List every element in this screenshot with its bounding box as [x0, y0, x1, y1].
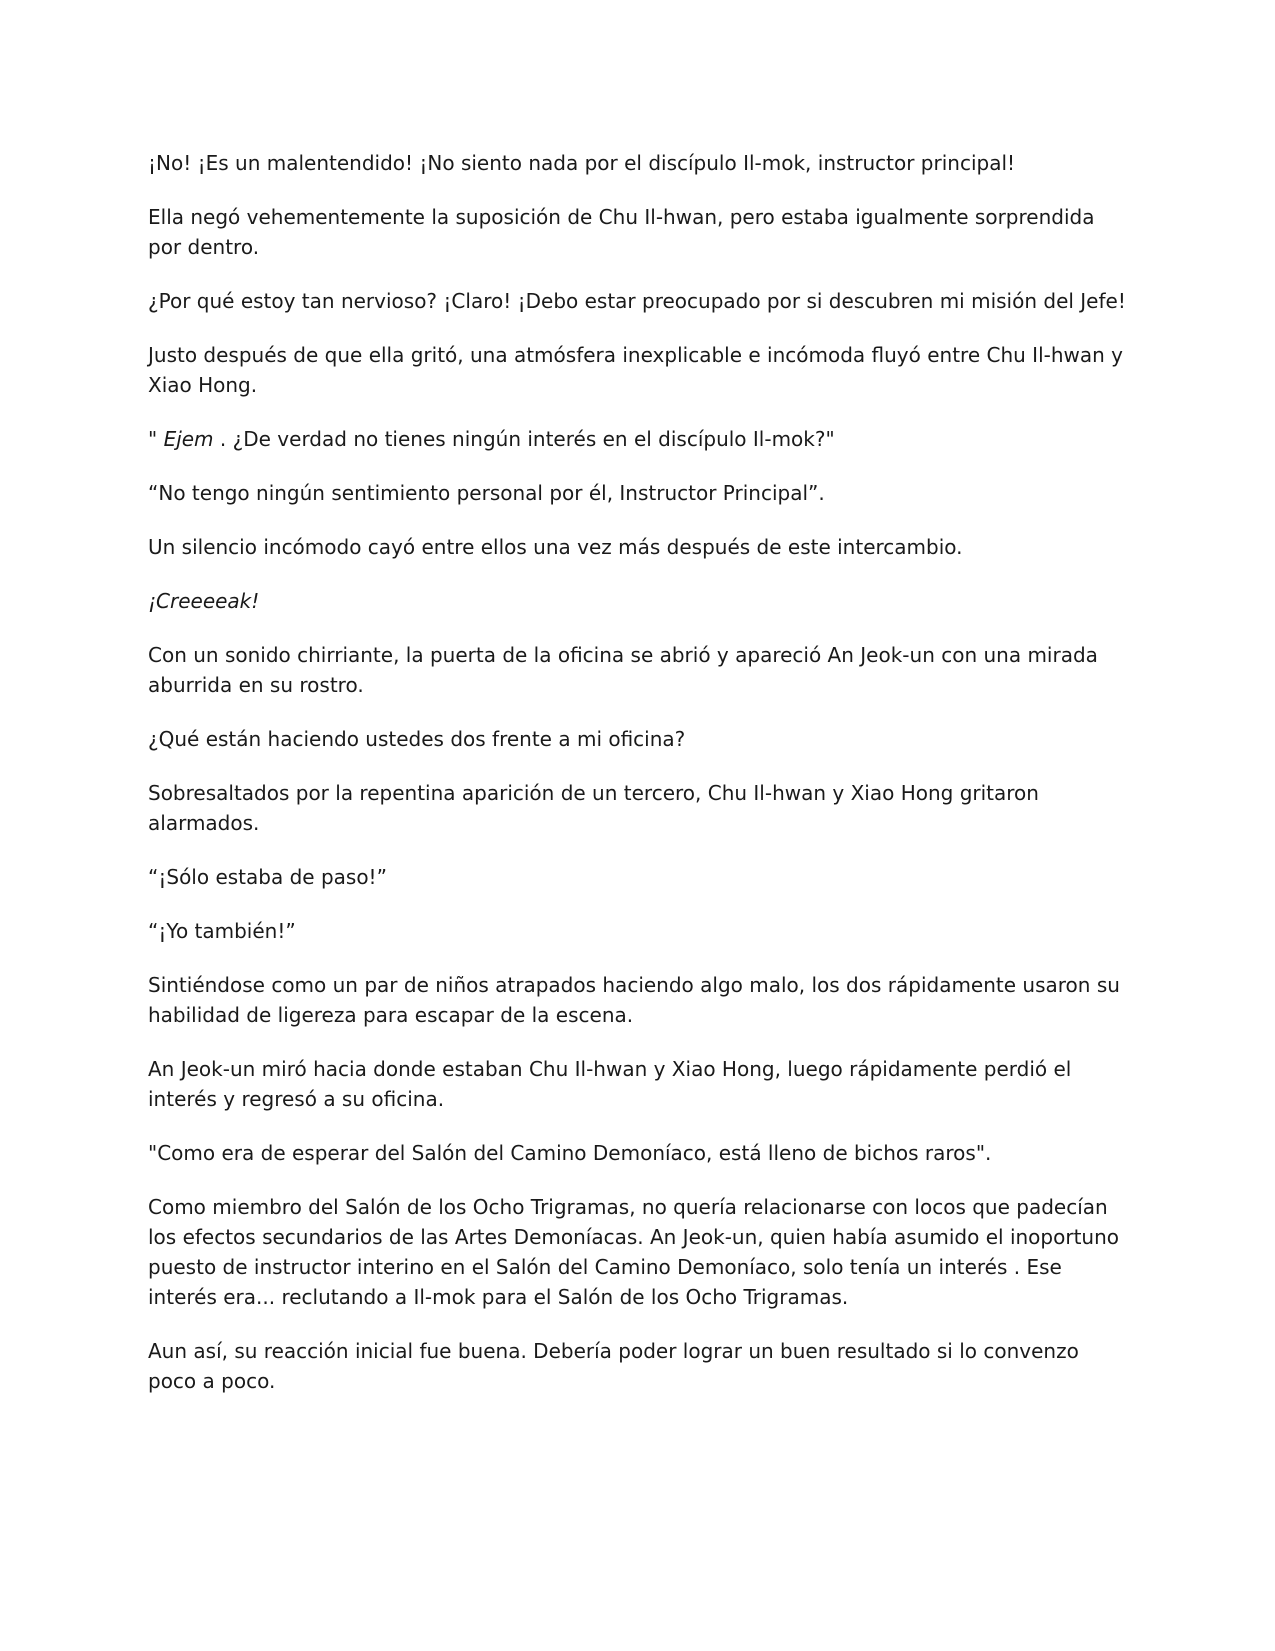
- paragraph: Un silencio incómodo cayó entre ellos una vez más después de este intercambio.: [148, 535, 963, 559]
- paragraph: “¡Yo también!”: [148, 919, 296, 943]
- paragraph: “No tengo ningún sentimiento personal por él, Instructor Principal”.: [148, 481, 825, 505]
- paragraph: Como miembro del Salón de los Ocho Trigramas, no quería relacionarse con locos que padecían los efectos secundarios de las Artes Demoníacas. An Jeok-un, quien había asumido el inoportuno puesto de instructor interino en el Salón del Camino Demoníaco, solo tenía un interés . Ese interés era... reclutando a Il-mok para el Salón de los Ocho Trigramas.: [148, 1195, 1119, 1309]
- paragraph: "Como era de esperar del Salón del Camino Demoníaco, está lleno de bichos raros".: [148, 1141, 992, 1165]
- paragraph: ¿Qué están haciendo ustedes dos frente a mi oficina?: [148, 727, 686, 751]
- paragraph: ¡No! ¡Es un malentendido! ¡No siento nada por el discípulo Il-mok, instructor principal!: [148, 151, 1016, 175]
- italic-interjection: Ejem: [163, 427, 214, 451]
- paragraph: Ella negó vehementemente la suposición de Chu Il-hwan, pero estaba igualmente sorprendida por dentro.: [148, 205, 1095, 259]
- dialogue-text: . ¿De verdad no tienes ningún interés en el discípulo Il-mok?": [213, 427, 835, 451]
- paragraph: [148, 424, 1128, 454]
- quote-open: ": [148, 427, 164, 451]
- sound-effect: ¡Creeeeak!: [148, 589, 260, 613]
- paragraph: An Jeok-un miró hacia donde estaban Chu Il-hwan y Xiao Hong, luego rápidamente perdió el interés y regresó a su oficina.: [148, 1057, 1072, 1111]
- paragraph: Sobresaltados por la repentina aparición de un tercero, Chu Il-hwan y Xiao Hong gritaron alarmados.: [148, 781, 1039, 835]
- paragraph: Sintiéndose como un par de niños atrapados haciendo algo malo, los dos rápidamente usaron su habilidad de ligereza para escapar de la escena.: [148, 973, 1120, 1027]
- paragraph: Justo después de que ella gritó, una atmósfera inexplicable e incómoda fluyó entre Chu Il-hwan y Xiao Hong.: [148, 343, 1123, 397]
- paragraph: “¡Sólo estaba de paso!”: [148, 865, 387, 889]
- document-body: [148, 148, 1128, 1420]
- paragraph: ¿Por qué estoy tan nervioso? ¡Claro! ¡Debo estar preocupado por si descubren mi misión del Jefe!: [148, 289, 1126, 313]
- paragraph: Aun así, su reacción inicial fue buena. Debería poder lograr un buen resultado si lo convenzo poco a poco.: [148, 1339, 1079, 1393]
- paragraph: Con un sonido chirriante, la puerta de la oficina se abrió y apareció An Jeok-un con una mirada aburrida en su rostro.: [148, 643, 1098, 697]
